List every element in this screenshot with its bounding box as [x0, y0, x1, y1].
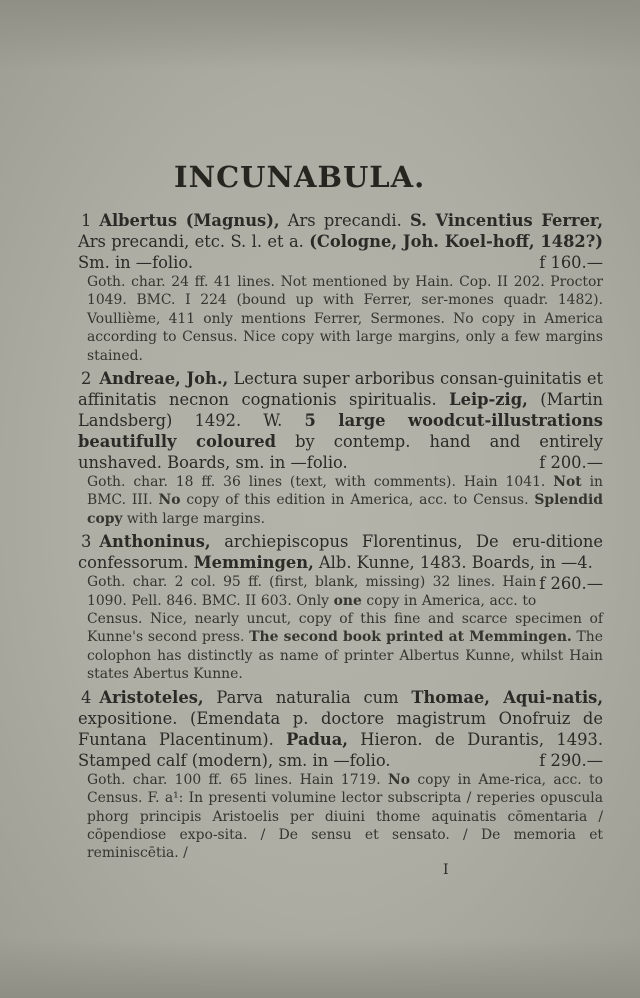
entry-imprint: Padua,	[286, 729, 348, 749]
catalogue-entry-4	[78, 687, 603, 863]
notes-bold: Splendid copy	[87, 492, 603, 527]
notes-bold: Not	[553, 474, 582, 491]
notes-text: with large margins.	[122, 510, 266, 527]
notes-bold: No	[158, 492, 181, 509]
section-heading: INCUNABULA.	[174, 160, 426, 194]
entry-heading	[78, 210, 603, 273]
entry-author: Aristoteles,	[99, 687, 204, 707]
entry-text: Sm. in —folio.	[78, 253, 194, 272]
entry-price: f 260.—	[539, 574, 603, 594]
entry-price: f 160.—	[539, 253, 603, 272]
entry-number: 4	[81, 687, 92, 707]
entry-author: Andreae, Joh.,	[99, 369, 229, 389]
notes-text: copy in Ame-rica, acc. to Census. F. a¹: In presenti volumine lector subscripta / reperies opuscula phorg principis Aristoelis per diuini thome aquinatis cōmentaria / cōpendiose expo-sita. / De sensu et sensato. / De memoria et reminiscētia. /	[87, 771, 603, 862]
entry-imprint: (Cologne, Joh. Koel-hoff, 1482?)	[309, 232, 603, 251]
entry-price: f 200.—	[539, 453, 603, 473]
entry-notes	[87, 771, 603, 863]
entry-number: 1	[81, 211, 92, 230]
entry-text: (Martin Landsberg) 1492. W.	[78, 390, 603, 431]
entry-text: Parva naturalia cum	[203, 687, 412, 707]
entry-notes	[87, 573, 603, 683]
page-number: I	[443, 862, 449, 878]
entry-notes	[87, 473, 603, 528]
entry-text: archiepiscopus Florentinus, De eru-ditione confessorum.	[78, 532, 603, 573]
notes-bold: The second book printed at Memmingen.	[249, 629, 572, 646]
notes-text: Goth. char. 2 col. 95 ff. (first, blank, missing) 32 lines. Hain 1090. Pell. 846. BMC. II 603. Only	[87, 574, 537, 609]
entry-bold-text: S. Vincentius Ferrer,	[410, 211, 603, 230]
notes-text: copy in America, acc. to Census. Nice, nearly uncut, copy of this fine and scarce specimen of Kunne's second press.	[87, 592, 603, 646]
entry-bold-text: 5 large woodcut-illustrations beautifully coloured	[78, 411, 603, 452]
entry-heading	[78, 687, 603, 771]
page-edge-top	[0, 0, 640, 70]
entry-number: 3	[81, 532, 92, 552]
entry-bold-text: Thomae, Aqui-natis,	[411, 687, 603, 707]
entry-text: Lectura super arboribus consan-guinitatis et affinitatis necnon cognationis spiritualis.	[78, 369, 604, 410]
notes-bold: one	[333, 592, 362, 609]
entry-author: Albertus (Magnus),	[99, 211, 280, 230]
entry-heading	[78, 368, 603, 473]
notes-text: copy of this edition in America, acc. to Census.	[180, 492, 535, 509]
entry-text: expositione. (Emendata p. doctore magistrum Onofruiz de Funtana Placentinum).	[78, 708, 603, 749]
page-edge-bottom	[0, 938, 640, 998]
notes-bold: No	[388, 771, 410, 788]
entry-author: Anthoninus,	[99, 532, 211, 552]
notes-text: Goth. char. 100 ff. 65 lines. Hain 1719.	[87, 771, 389, 788]
entry-imprint: Leip-zig,	[449, 390, 528, 410]
entry-text: Alb. Kunne, 1483. Boards, in —4.	[313, 553, 593, 573]
catalogue-text	[78, 160, 603, 866]
catalogue-entry-1	[78, 210, 603, 365]
catalogue-entry-3	[78, 531, 603, 683]
catalogue-entry-2	[78, 368, 603, 528]
entry-text: Hieron. de Durantis, 1493. Stamped calf (modern), sm. in —folio.	[78, 729, 603, 770]
entry-text: Ars precandi.	[279, 211, 410, 230]
entry-price: f 290.—	[539, 750, 603, 770]
entry-text: Ars precandi, etc. S. l. et a.	[78, 232, 310, 251]
notes-text: The colophon has distinctly as name of printer Albertus Kunne, whilst Hain states Abertus Kunne.	[87, 629, 603, 683]
entry-notes: Goth. char. 24 ff. 41 lines. Not mentioned by Hain. Cop. II 202. Proctor 1049. BMC. I 224 (bound up with Ferrer, ser-mones quadr. 1482). Voullième, 411 only mentions Ferrer, Sermones. No copy in America according to Census. Nice copy with large margins, only a few margins stained.	[87, 274, 603, 364]
entry-imprint: Memmingen,	[193, 553, 314, 573]
notes-text: in BMC. III.	[87, 474, 603, 509]
notes-text: Goth. char. 18 ff. 36 lines (text, with comments). Hain 1041.	[87, 474, 554, 491]
entry-number: 2	[81, 369, 92, 389]
entry-text: by contemp. hand and entirely unshaved. Boards, sm. in —folio.	[78, 432, 604, 473]
